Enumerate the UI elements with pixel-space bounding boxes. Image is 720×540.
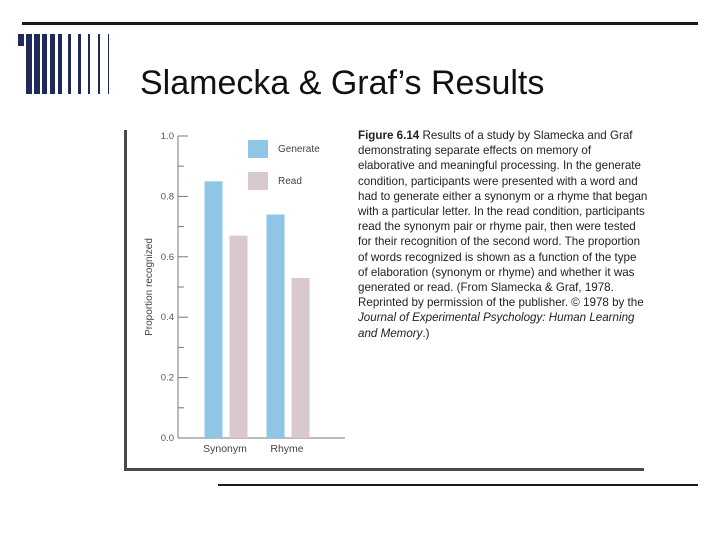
decorative-stripe [34, 34, 40, 94]
decorative-stripe [18, 34, 24, 46]
bottom-rule [218, 484, 698, 486]
decorative-stripe [58, 34, 62, 94]
figure-label: Figure 6.14 [358, 129, 420, 142]
chart-legend [248, 140, 320, 190]
decorative-stripe [108, 34, 109, 94]
decorative-stripe [68, 34, 71, 94]
top-rule [22, 22, 698, 25]
legend-label-generate: Generate [278, 144, 320, 155]
bar-read-rhyme [292, 278, 310, 438]
caption-end: .) [422, 326, 430, 340]
legend-swatch-read [248, 172, 268, 190]
decorative-stripe [88, 34, 90, 94]
legend-label-read: Read [278, 176, 302, 187]
slide-title: Slamecka & Graf’s Results [140, 64, 545, 102]
x-tick-label: Rhyme [270, 443, 304, 455]
y-tick-label: 0.6 [160, 251, 174, 263]
bar-generate-rhyme [267, 215, 285, 438]
decorative-stripe [78, 34, 81, 94]
bars [205, 181, 310, 438]
legend-swatch-generate [248, 140, 268, 158]
figure-left-edge [124, 130, 127, 470]
figure-bottom-edge [124, 468, 644, 471]
decorative-stripe [50, 34, 55, 94]
y-tick-label: 0.2 [160, 372, 174, 384]
x-tick-label: Synonym [203, 443, 247, 455]
decorative-stripe [42, 34, 47, 94]
y-tick-label: 0.4 [160, 312, 174, 324]
bar-read-synonym [230, 236, 248, 438]
bar-generate-synonym [205, 181, 223, 438]
decorative-stripe [26, 34, 32, 94]
decorative-stripe [98, 34, 100, 94]
y-tick-label: 0.0 [160, 433, 174, 444]
decorative-stripes [18, 34, 128, 94]
y-tick-label: 0.8 [160, 191, 174, 203]
x-axis-labels [203, 443, 304, 455]
figure-caption [358, 128, 648, 341]
bar-chart [130, 124, 356, 464]
caption-text: Results of a study by Slamecka and Graf demonstrating separate effects on memory of elaborative and meaningful processing. In the generate condition, participants were presented with a word and had to generate either a synonym or a rhyme that began with a particular letter. In the read condition, participants read the synonym pair or rhyme pair, then were tested for their recognition of the second word. The proportion of words recognized is shown as a function of the type of elaboration (synonym or rhyme) and whether it was generated or read. (From Slamecka & Graf, 1978. Reprinted by permission of the publisher. © 1978 by the [358, 129, 648, 310]
y-tick-label: 1.0 [160, 131, 174, 142]
caption-journal: Journal of Experimental Psychology: Human Learning and Memory [358, 311, 635, 340]
y-axis-label: Proportion recognized [144, 238, 155, 336]
